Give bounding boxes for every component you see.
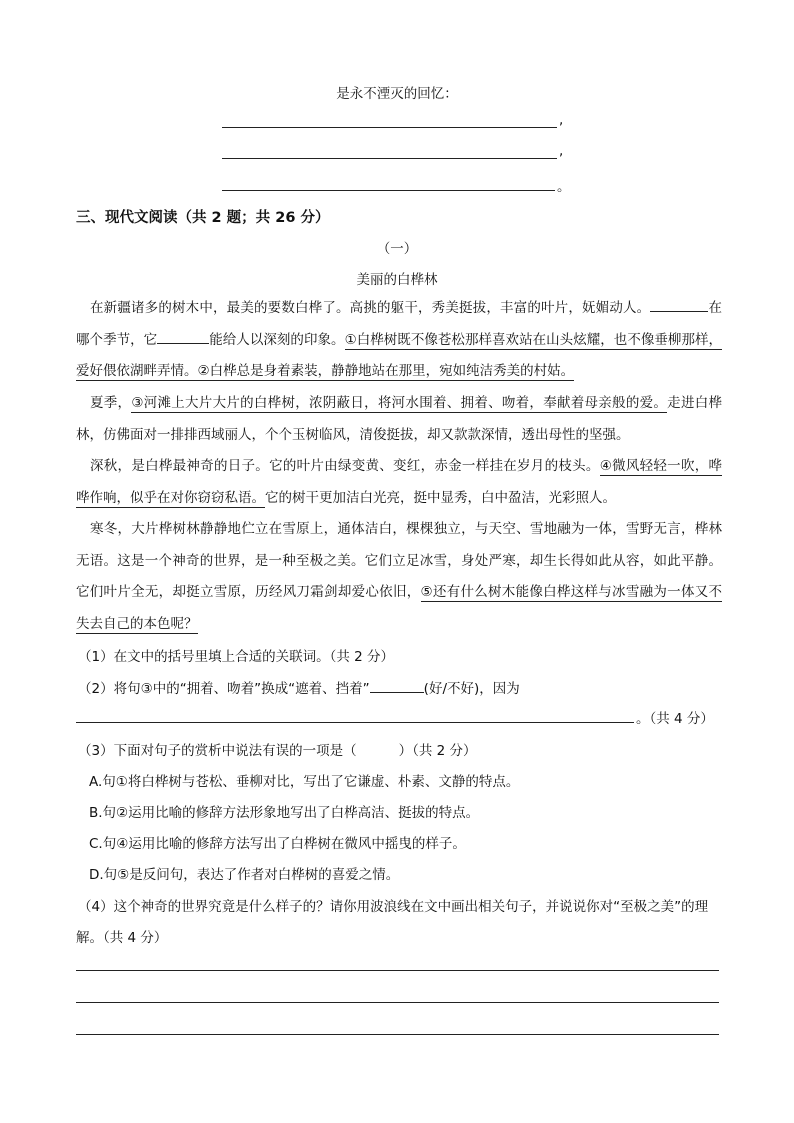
q4-answer-line-1[interactable] (76, 970, 719, 971)
blank-punct-1: , (559, 112, 564, 128)
paragraph-4 (76, 514, 722, 640)
p2-text-b: 走进白桦林，仿佛面对一排排西域丽人，个个玉树临风，清俊挺拔，却又款款深情，透出母性的坚强。 (76, 395, 722, 443)
sentence-4: ④微风轻轻一吹，哗哗作响，似乎在对你窃窃私语。 (76, 458, 722, 506)
blank-punct-3: 。 (557, 179, 571, 195)
paragraph-3 (76, 451, 722, 514)
poem-tail-line: 是永不湮灭的回忆： (336, 86, 458, 102)
p2-text-a: 夏季， (90, 395, 132, 411)
p3-text-b: 它的树干更加洁白光亮，挺中显秀，白中盈洁，光彩照人。 (265, 489, 616, 506)
q3-option-a: A.句①将白桦树与苍松、垂柳对比，写出了它谦虚、朴素、文静的特点。 (89, 774, 520, 790)
q3-text-b: ）（共 2 分） (398, 743, 477, 759)
sentence-3: ③河滩上大片大片的白桦树，浓阴蔽日，将河水围着、拥着、吻着，奉献着母亲般的爱。 (131, 395, 668, 411)
q3-text-a: （3）下面对句子的赏析中说法有误的一项是（ (78, 743, 357, 759)
p1-text-c: 能给人以深刻的印象。 (209, 331, 345, 348)
bracket-blank-2[interactable] (157, 343, 209, 344)
q2-score: 。（共 4 分） (636, 711, 714, 727)
question-2 (78, 677, 520, 697)
q2-answer-line[interactable] (76, 722, 634, 723)
q4-answer-line-3[interactable] (76, 1034, 719, 1035)
blank-punct-2: , (559, 143, 564, 159)
question-4-cont: 解。（共 4 分） (76, 930, 168, 946)
question-3 (78, 739, 477, 759)
paragraph-1 (76, 293, 722, 388)
q4-answer-line-2[interactable] (76, 1002, 719, 1003)
p4-text-a: 寒冬，大片桦树林静静地伫立在雪原上，通体洁白，棵棵独立，与天空、雪地融为一体，雪野无言，桦林无语。这是一个神奇的世界，是一种至极之美。它们立足冰雪，身处严寒，却生长得如此从容，如此平静。它们叶片全无，却挺立雪原，历经风刀霜剑却爱心依旧， (76, 521, 722, 600)
fill-blank-2[interactable] (222, 158, 557, 159)
fill-blank-3[interactable] (222, 190, 555, 191)
article-title: 美丽的白桦林 (356, 272, 438, 288)
section-title: 三、现代文阅读（共 2 题；共 26 分） (76, 210, 330, 226)
q3-option-b: B.句②运用比喻的修辞方法形象地写出了白桦高洁、挺拔的特点。 (89, 805, 480, 821)
fill-blank-1[interactable] (222, 127, 557, 128)
p1-text-b: 在哪个季节，它 (76, 300, 723, 348)
sentence-5: ⑤还有什么树木能像白桦这样与冰雪融为一体又不失去自己的本色呢？ (76, 584, 723, 632)
question-1: （1）在文中的括号里填上合适的关联词。（共 2 分） (78, 649, 395, 665)
q3-option-c: C.句④运用比喻的修辞方法写出了白桦树在微风中摇曳的样子。 (89, 836, 466, 852)
question-4: （4）这个神奇的世界究竟是什么样子的？请你用波浪线在文中画出相关句子，并说说你对“至极之美”的理 (78, 899, 709, 915)
bracket-blank-1[interactable] (650, 311, 708, 312)
q2-text-a: （2）将句③中的“拥着、吻着”换成“遮着、挡着” (78, 681, 370, 697)
p3-text-a: 深秋，是白桦最神奇的日子。它的叶片由绿变黄、变红，赤金一样挂在岁月的枝头。 (90, 458, 600, 474)
q3-option-d: D.句⑤是反问句，表达了作者对白桦树的喜爱之情。 (89, 867, 400, 883)
q2-text-b: (好/不好)，因为 (423, 681, 520, 697)
article-number: （一） (376, 241, 418, 257)
q2-blank-choice[interactable] (370, 692, 424, 693)
p1-text-a: 在新疆诸多的树木中，最美的要数白桦了。高挑的躯干，秀美挺拔，丰富的叶片，妩媚动人。 (90, 300, 651, 316)
paragraph-2 (76, 388, 722, 451)
sentence-1: ①白桦树既不像苍松那样喜欢站在山头炫耀，也不像垂柳那样，爱好偎依湖畔弄情。 (76, 331, 723, 379)
sentence-2: ②白桦总是身着素装，静静地站在那里，宛如纯洁秀美的村姑。 (197, 363, 575, 379)
